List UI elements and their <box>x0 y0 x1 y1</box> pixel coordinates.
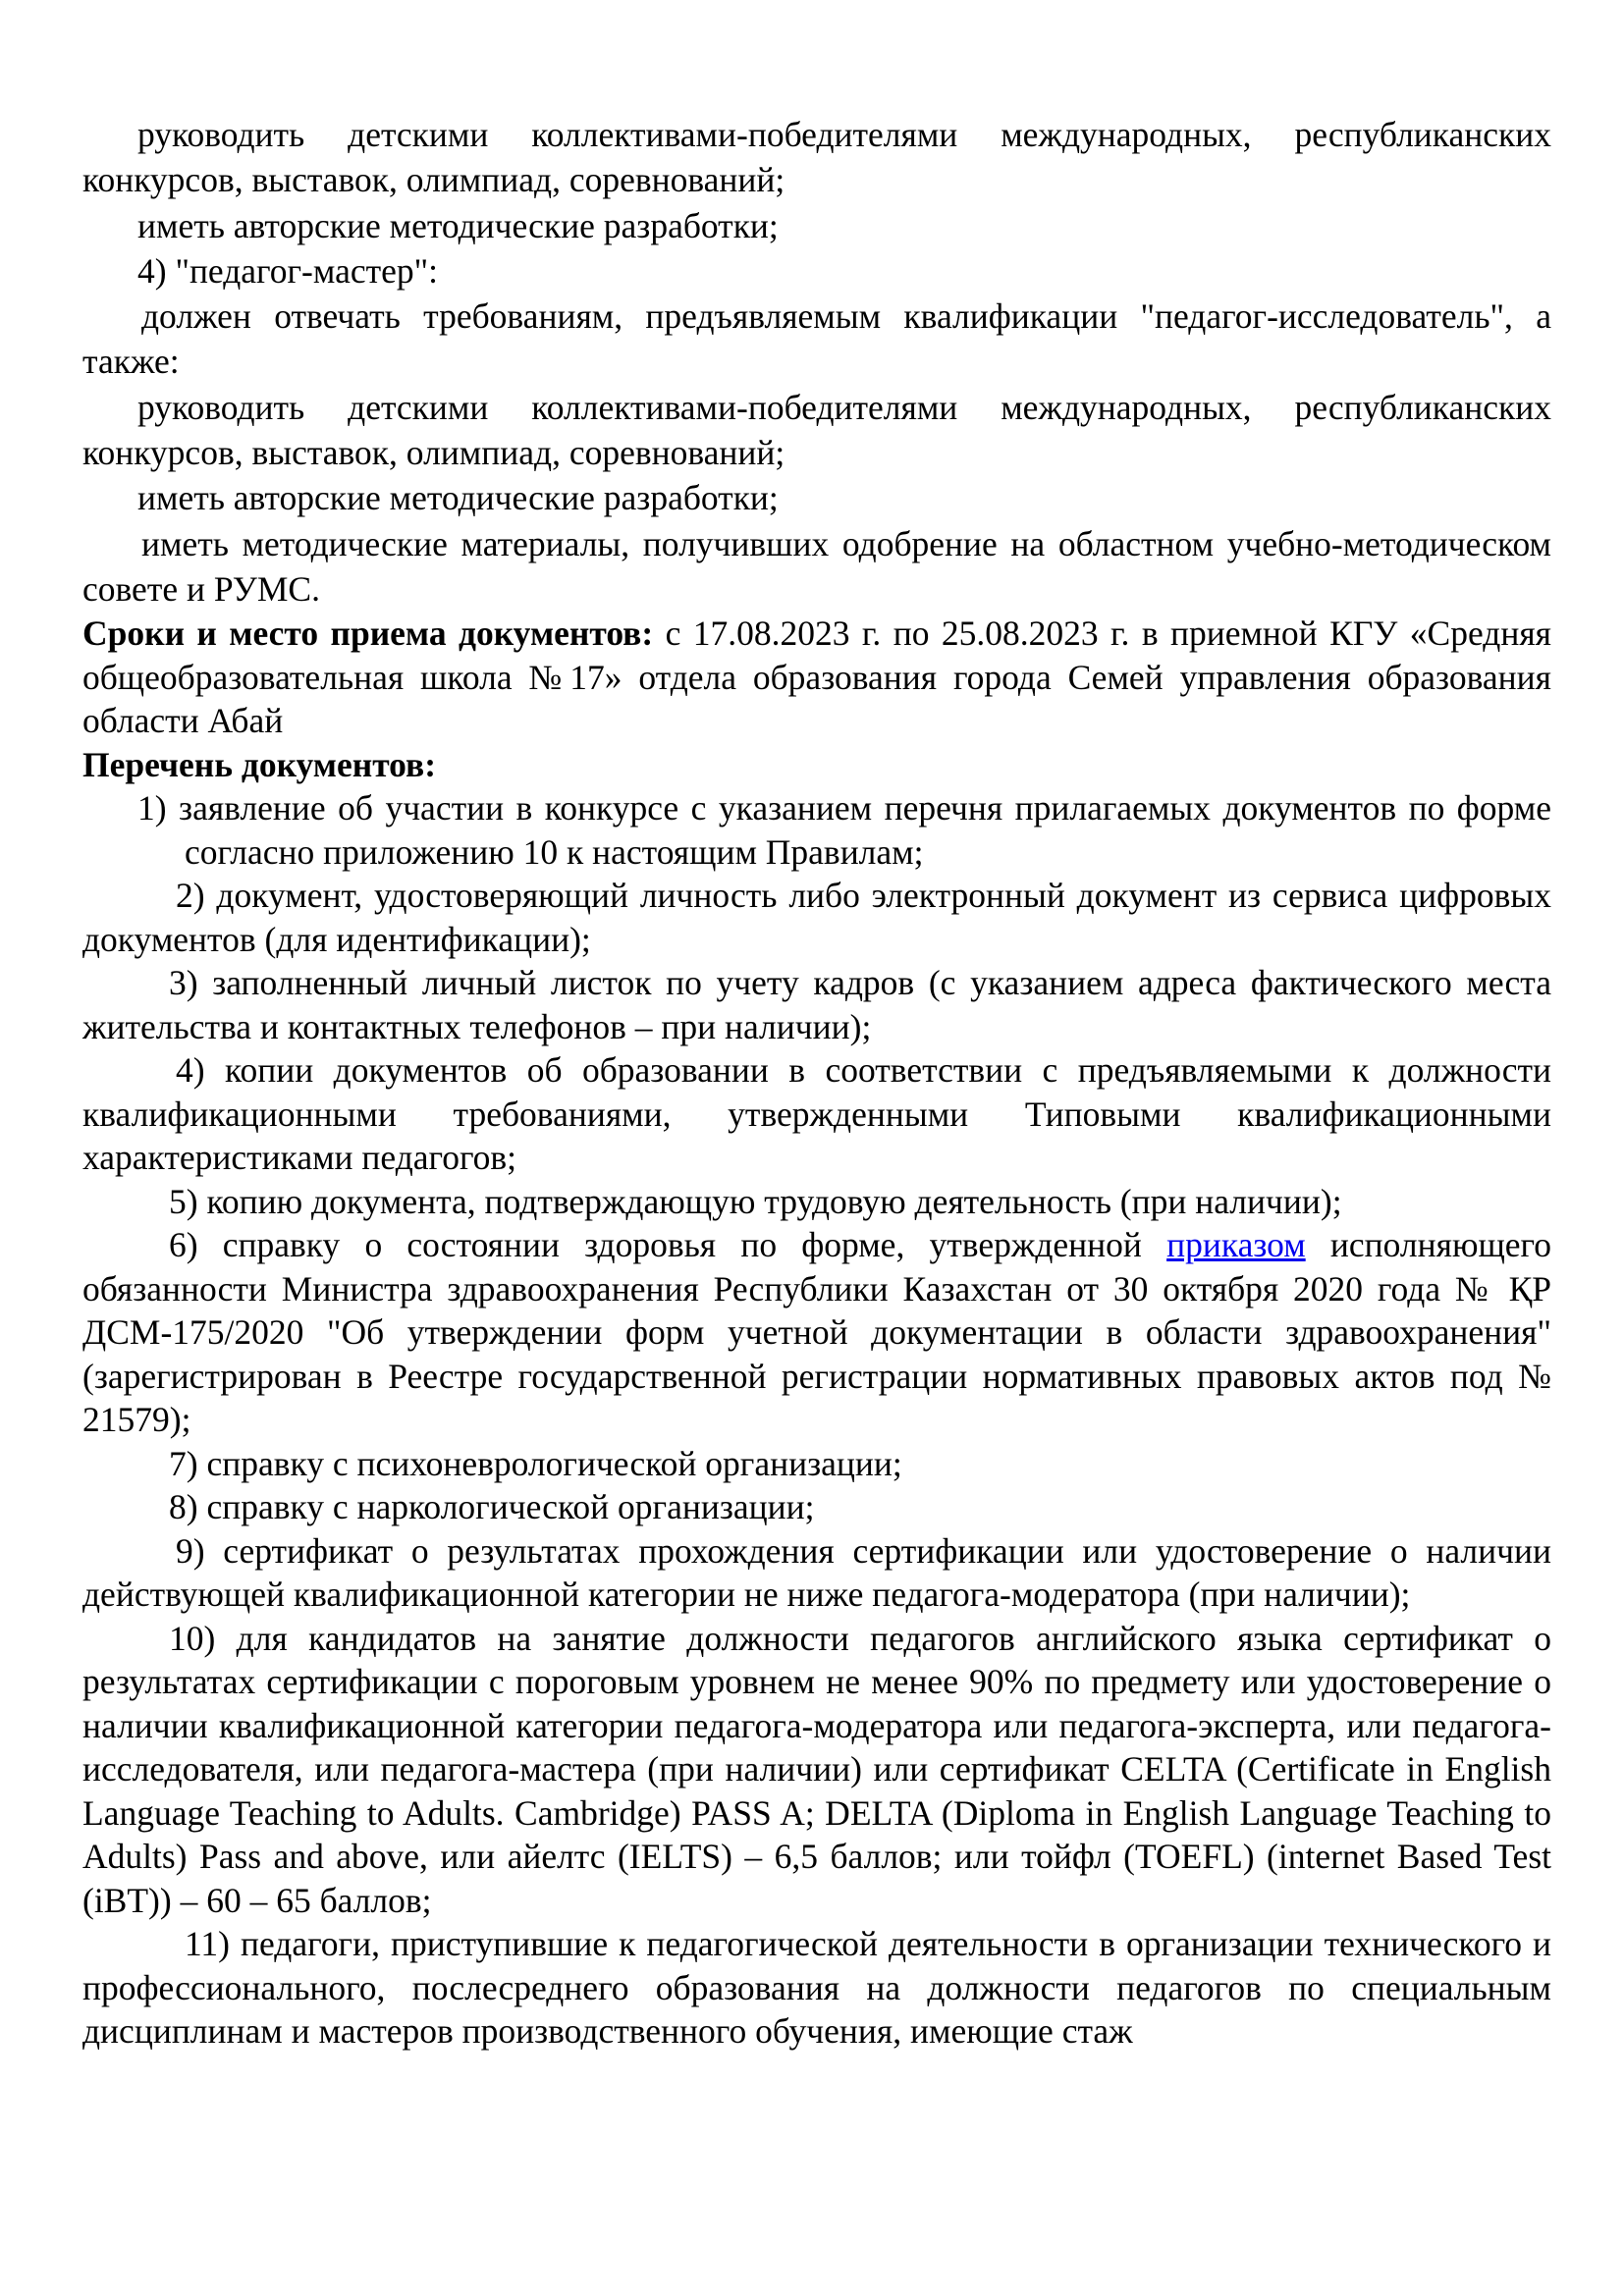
order-link[interactable]: приказом <box>1166 1225 1306 1265</box>
list-item-10: 10) для кандидатов на занятие должности педагогов английского языка сертификат о результатах сертификации с пороговым уровнем не менее 90% по предмету или удостоверение о наличии квалификационной категории педагога-модератора или педагога-эксперта, или педагога-исследователя, или педагога-мастера (при наличии) или сертификат CELTA (Certificate in English Language Teaching to Adults. Cambridge) PASS A; DELTA (Diploma in English Language Teaching to Adults) Pass and above, или айелтс (IELTS) – 6,5 баллов; или тойфл (TOEFL) (internet Based Test (iBT)) – 60 – 65 баллов; <box>82 1618 1551 1920</box>
paragraph-master-heading: 4) "педагог-мастер": <box>137 250 438 291</box>
list-item-6 <box>82 1223 1551 1442</box>
list-item-6-rest: исполняющего обязанности Министра здравоохранения Республики Казахстан от 30 октября 2020 года № ҚР ДСМ-175/2020 "Об утверждении форм учетной документации в области здравоохранения" (зарегистрирован в Реестре государственной регистрации нормативных правовых актов под № 21579); <box>82 1225 1551 1440</box>
list-item-1: 1) заявление об участии в конкурсе с указанием перечня прилагаемых документов по форме согласно приложению 10 к настоящим Правилам; <box>137 788 1551 872</box>
paragraph-master-requirements: должен отвечать требованиям, предъявляемым квалификации "педагог-исследователь", а также: <box>82 296 1551 382</box>
list-item-7: 7) справку с психоневрологической организации; <box>169 1443 902 1483</box>
paragraph-leadership: руководить детскими коллективами-победителями международных, республиканских конкурсов, выставок, олимпиад, соревнований; <box>82 115 1551 200</box>
list-item-2: 2) документ, удостоверяющий личность либо электронный документ из сервиса цифровых документов (для идентификации); <box>82 876 1551 959</box>
paragraph-leadership-2: руководить детскими коллективами-победителями международных, республиканских конкурсов, выставок, олимпиад, соревнований; <box>82 387 1551 473</box>
deadline-text: с 17.08.2023 г. по 25.08.2023 г. в приемной КГУ «Средняя общеобразовательная школа №17» отдела образования города Семей управления образования области Абай <box>82 614 1551 741</box>
document-page <box>82 112 1551 2054</box>
list-item-4: 4) копии документов об образовании в соответствии с предъявляемыми к должности квалификационными требованиями, утвержденными Типовыми квалификационными характеристиками педагогов; <box>82 1050 1551 1178</box>
deadline-label: Сроки и место приема документов: <box>82 614 654 654</box>
paragraph-author-materials: иметь авторские методические разработки; <box>137 205 779 245</box>
deadline-paragraph <box>82 612 1551 743</box>
list-item-11: 11) педагоги, приступившие к педагогической деятельности в организации технического и профессионального, послесреднего образования на должности педагогов по специальным дисциплинам и мастеров производственного обучения, имеющие стаж <box>82 1924 1551 2052</box>
paragraph-methodical-materials: иметь методические материалы, получивших одобрение на областном учебно-методическом совете и РУМС. <box>82 523 1551 609</box>
documents-heading: Перечень документов: <box>82 744 437 784</box>
paragraph-author-materials-2: иметь авторские методические разработки; <box>137 478 779 518</box>
list-item-5: 5) копию документа, подтверждающую трудовую деятельность (при наличии); <box>169 1181 1342 1221</box>
list-item-9: 9) сертификат о результатах прохождения сертификации или удостоверение о наличии действующей квалификационной категории не ниже педагога-модератора (при наличии); <box>82 1530 1551 1615</box>
list-item-3: 3) заполненный личный листок по учету кадров (с указанием адреса фактического места жительства и контактных телефонов – при наличии); <box>82 963 1551 1046</box>
list-item-6-start: 6) справку о состоянии здоровья по форме, утвержденной <box>169 1225 1167 1265</box>
list-item-8: 8) справку с наркологической организации; <box>169 1487 815 1527</box>
